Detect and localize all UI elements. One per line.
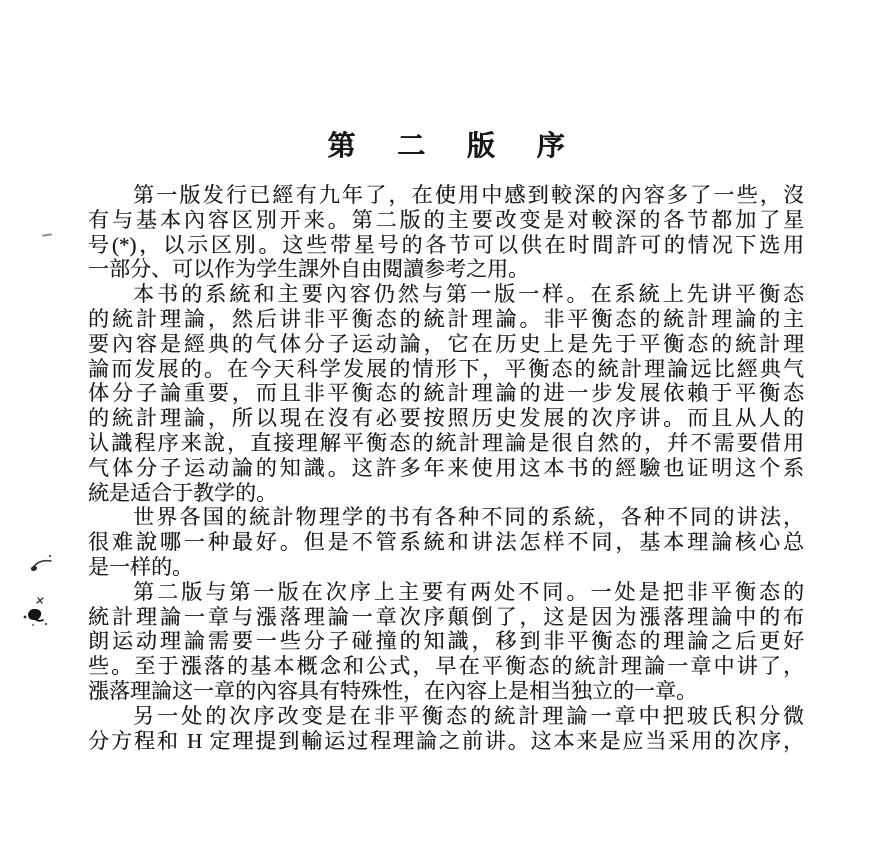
page-title: 第 二 版 序 xyxy=(327,131,582,162)
text-line: 的統計理論，所以現在沒有必要按照历史发展的次序讲。而且从人的 xyxy=(88,406,804,431)
text-line: 統是适合于教学的。 xyxy=(88,480,277,505)
text-line: 体分子論重要，而且非平衡态的統計理論的进一步发展依賴于平衡态 xyxy=(88,381,804,406)
text-line: 世界各国的統計物理学的书有各种不同的系統，各种不同的讲法， xyxy=(133,505,804,530)
text-line: 认識程序来說，直接理解平衡态的統計理論是很自然的，幷不需要借用 xyxy=(88,430,804,455)
ink-blot-mark xyxy=(22,594,54,630)
text-line: 第二版与第一版在次序上主要有两处不同。一处是把非平衡态的 xyxy=(133,579,804,604)
scan-dash-mark xyxy=(42,233,52,236)
text-line: 本书的系統和主要內容仍然与第一版一样。在系統上先讲平衡态 xyxy=(133,282,804,307)
text-line: 很难說哪一种最好。但是不管系統和讲法怎样不同，基本理論核心总 xyxy=(88,530,804,555)
text-line: 統計理論一章与漲落理論一章次序顛倒了，这是因为漲落理論中的布 xyxy=(88,604,804,629)
margin-scribble-mark xyxy=(28,550,56,576)
text-line: 气体分子运动論的知識。这許多年来使用这本书的經驗也证明这个系 xyxy=(88,455,804,480)
paragraph xyxy=(88,505,804,579)
text-line: 有与基本內容区別开来。第二版的主要改变是对較深的各节都加了星 xyxy=(88,207,804,232)
paragraph xyxy=(88,282,804,505)
text-line: 朗运动理論需要一些分子碰撞的知識，移到非平衡态的理論之后更好 xyxy=(88,629,804,654)
paragraph xyxy=(88,704,804,754)
text-line: 漲落理論这一章的內容具有特殊性，在內容上是相当独立的一章。 xyxy=(88,678,697,703)
text-line: 是一样的。 xyxy=(88,554,193,579)
text-line: 論而发展的。在今天科学发展的情形下，平衡态的統計理論远比經典气 xyxy=(88,356,804,381)
text-line: 第一版发行已經有九年了，在使用中感到較深的內容多了一些，沒 xyxy=(133,183,804,207)
text-line: 分方程和 H 定理提到輸运过程理論之前讲。这本来是应当采用的次序， xyxy=(88,728,804,753)
text-line: 另一处的次序改变是在非平衡态的統計理論一章中把玻氏积分微 xyxy=(133,703,804,728)
body-text xyxy=(88,183,804,753)
text-line: 一部分、可以作为学生課外自由閱讀参考之用。 xyxy=(88,257,529,282)
text-line: 的統計理論，然后讲非平衡态的統計理論。非平衡态的統計理論的主 xyxy=(88,306,804,331)
text-line: 号(*)，以示区別。这些带星号的各节可以供在时間許可的情况下选用 xyxy=(88,232,804,257)
paragraph xyxy=(88,580,804,704)
paragraph xyxy=(88,183,804,282)
text-line: 些。至于漲落的基本概念和公式，早在平衡态的統計理論一章中讲了， xyxy=(88,654,804,679)
text-line: 要內容是經典的气体分子运动論，它在历史上是先于平衡态的統計理 xyxy=(88,331,804,356)
